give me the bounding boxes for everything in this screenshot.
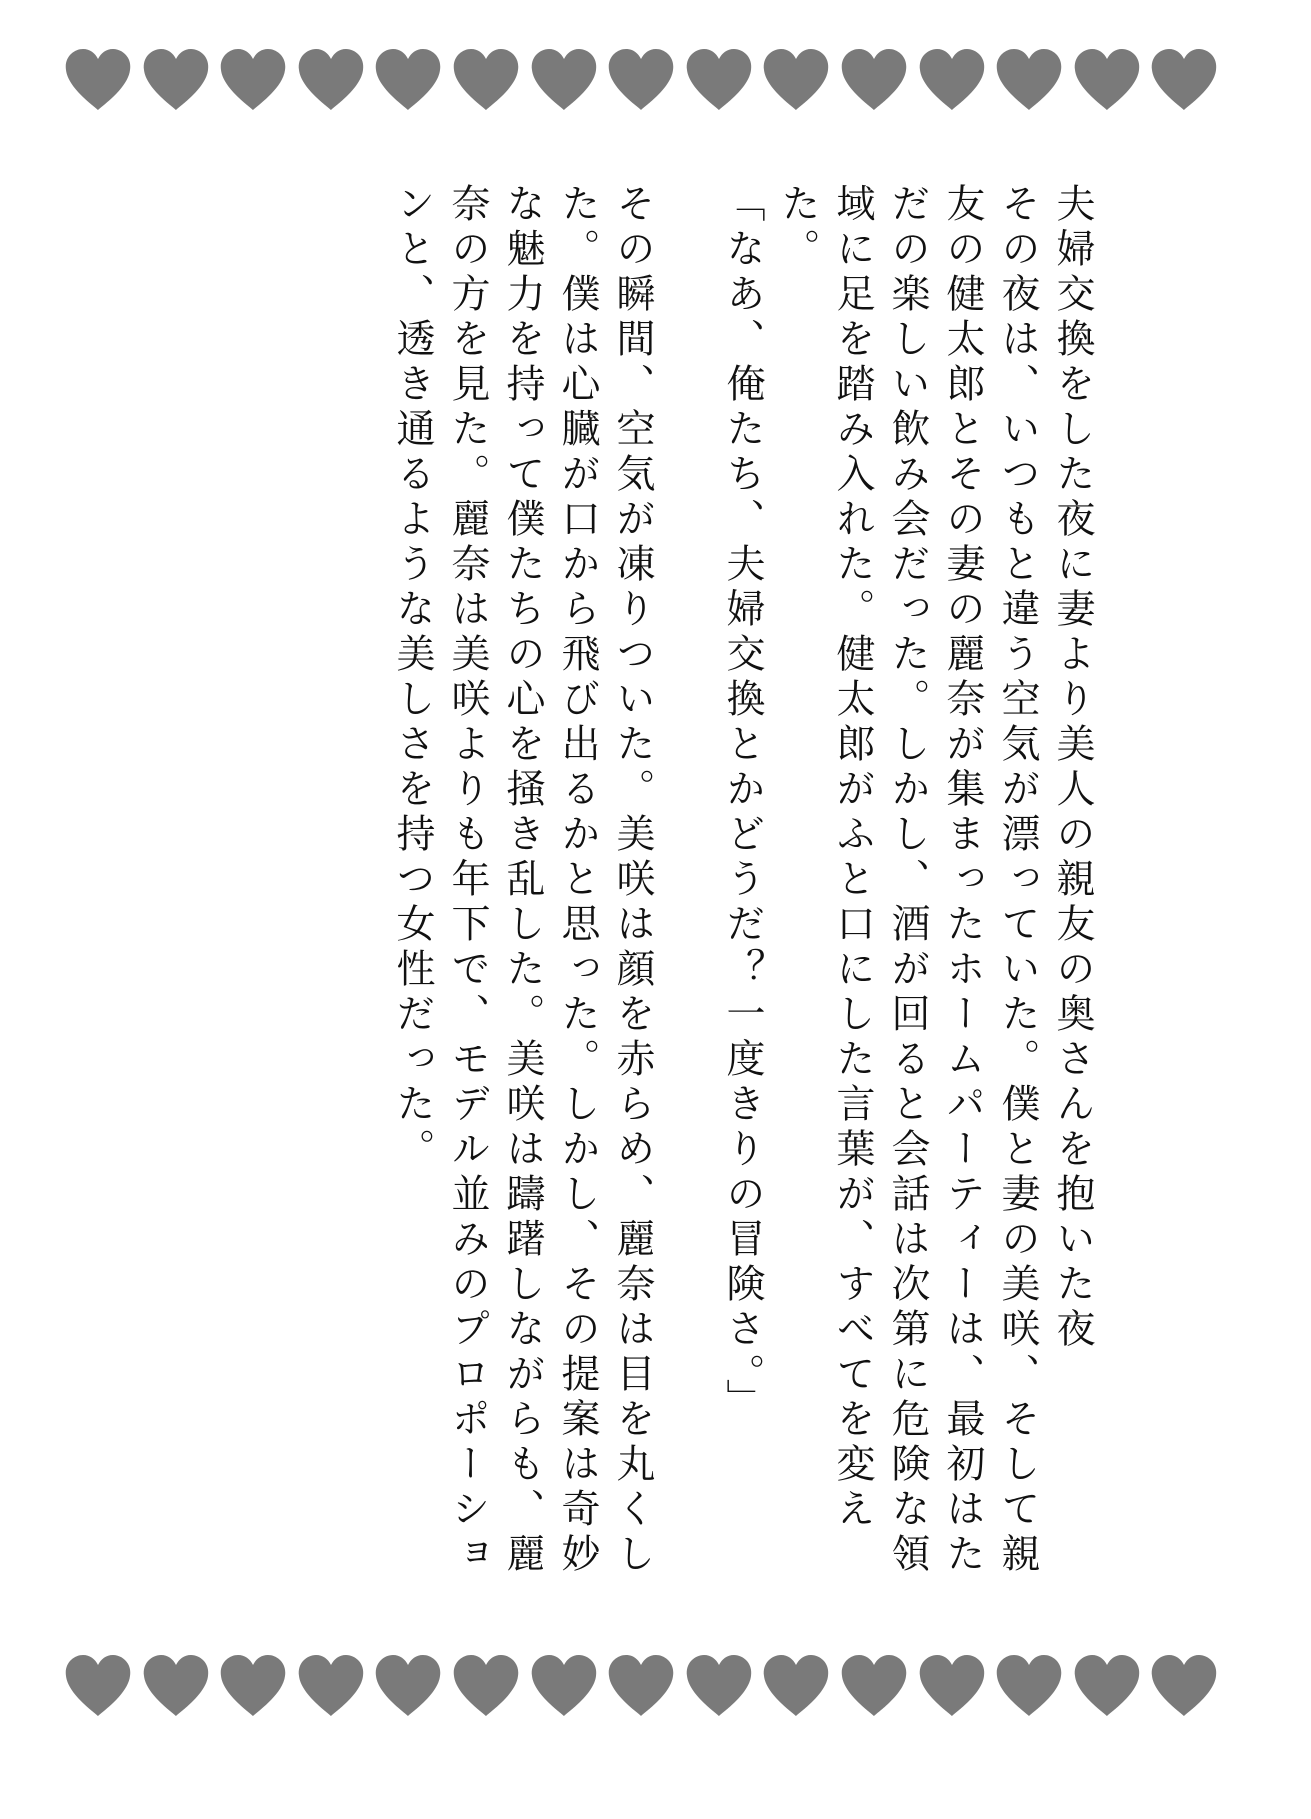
heart-icon (607, 48, 675, 112)
heart-icon (64, 48, 132, 112)
heart-icon (762, 48, 830, 112)
heart-icon (685, 1654, 753, 1718)
heart-icon (452, 1654, 520, 1718)
story-title: 夫婦交換をした夜に妻より美人の親友の奥さんを抱いた夜 (1050, 183, 1095, 1353)
heart-icon (297, 1654, 365, 1718)
heart-icon (918, 1654, 986, 1718)
heart-icon (142, 48, 210, 112)
paragraph-3: その瞬間、空気が凍りついた。美咲は顔を赤らめ、麗奈は目を丸くした。僕は心臓が口から飛び出るかと思った。しかし、その提案は奇妙な魅力を持って僕たちの心を掻き乱した。美咲は躊躇しながらも、麗奈の方を見た。麗奈は美咲よりも年下で、モデル並みのプロポーションと、透き通るような美しさを持つ女性だった。 (390, 183, 655, 1578)
heart-icon (219, 48, 287, 112)
paragraph-2-dialogue: 「なあ、俺たち、夫婦交換とかどうだ？一度きりの冒険さ。」 (720, 183, 765, 1424)
top-heart-border (0, 48, 1311, 128)
heart-icon (1150, 48, 1218, 112)
heart-icon (995, 48, 1063, 112)
heart-icon (840, 48, 908, 112)
heart-icon (530, 1654, 598, 1718)
heart-icon (1073, 1654, 1141, 1718)
heart-icon (530, 48, 598, 112)
heart-icon (918, 48, 986, 112)
heart-icon (995, 1654, 1063, 1718)
heart-icon (219, 1654, 287, 1718)
heart-icon (64, 1654, 132, 1718)
heart-icon (142, 1654, 210, 1718)
heart-icon (1073, 48, 1141, 112)
heart-icon (1150, 1654, 1218, 1718)
heart-icon (374, 1654, 442, 1718)
heart-icon (840, 1654, 908, 1718)
paragraph-1: その夜は、いつもと違う空気が漂っていた。僕と妻の美咲、そして親友の健太郎とその妻の麗奈が集まったホームパーティーは、最初はただの楽しい飲み会だった。しかし、酒が回ると会話は次第に危険な領域に足を踏み入れた。健太郎がふと口にした言葉が、すべてを変えた。 (775, 183, 1040, 1578)
bottom-heart-border (0, 1654, 1311, 1734)
heart-icon (452, 48, 520, 112)
story-text (240, 183, 1100, 1613)
heart-icon (685, 48, 753, 112)
heart-icon (762, 1654, 830, 1718)
heart-icon (297, 48, 365, 112)
heart-icon (607, 1654, 675, 1718)
heart-icon (374, 48, 442, 112)
